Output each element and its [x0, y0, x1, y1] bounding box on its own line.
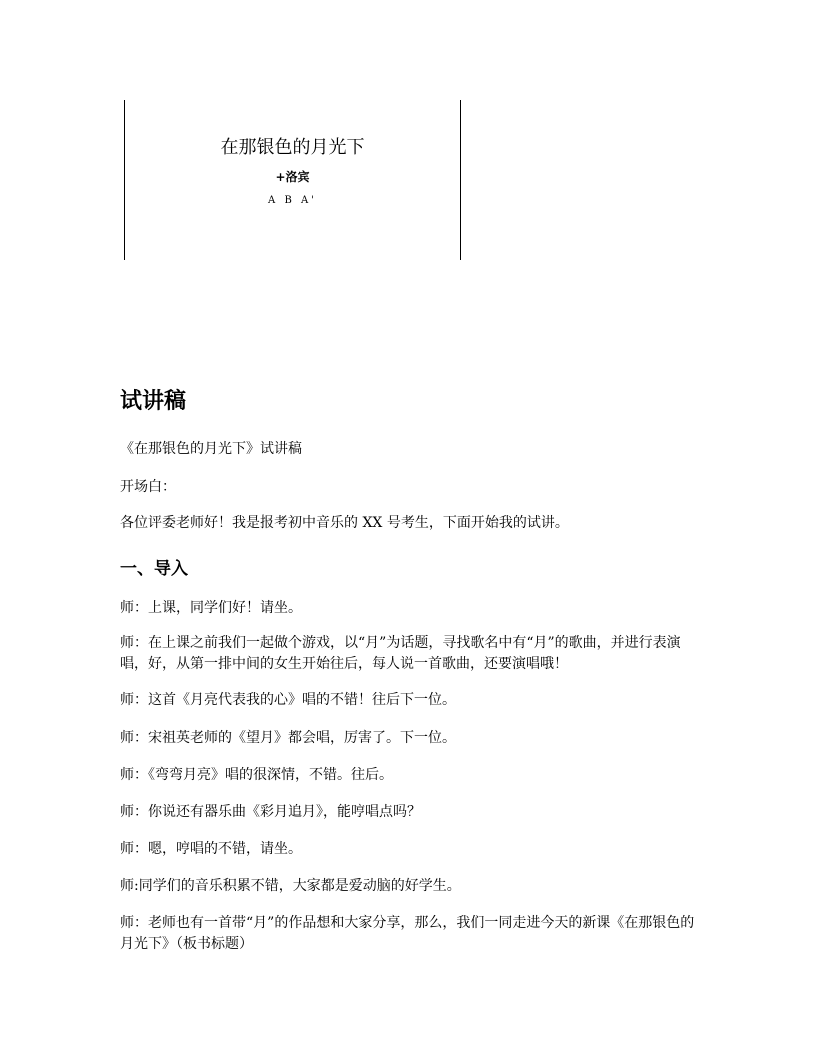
- section-heading-intro: 一、导入: [120, 559, 188, 579]
- paragraph: 师：你说还有器乐曲《彩月追月》，能哼唱点吗？: [120, 804, 421, 820]
- board-title: 在那银色的月光下: [220, 137, 365, 158]
- paragraph: 师：宋祖英老师的《望月》都会唱，厉害了。下一位。: [120, 730, 456, 746]
- document-heading: 试讲稿: [120, 388, 187, 414]
- paragraph: 师:同学们的音乐积累不错，大家都是爱动脑的好学生。: [120, 878, 461, 894]
- paragraph: 师：上课，同学们好！请坐。: [120, 600, 302, 616]
- paragraph: 师：《弯弯月亮》唱的很深情，不错。往后。: [120, 767, 393, 783]
- blackboard-image: [124, 100, 461, 260]
- paragraph: 师：这首《月亮代表我的心》唱的不错！往后下一位。: [120, 692, 456, 708]
- board-form: A B A': [268, 195, 317, 206]
- opening-text: 各位评委老师好！我是报考初中音乐的 XX 号考生，下面开始我的试讲。: [120, 515, 569, 531]
- paragraph: 师：嗯，哼唱的不错，请坐。: [120, 841, 302, 857]
- opening-label: 开场白：: [120, 479, 176, 495]
- paragraph: 师：在上课之前我们一起做个游戏，以“月”为话题，寻找歌名中有“月”的歌曲，并进行表演唱，好，从第一排中间的女生开始往后，每人说一首歌曲，还要演唱哦！: [120, 635, 681, 672]
- paragraph: 师：老师也有一首带“月”的作品想和大家分享，那么，我们一同走进今天的新课《在那银色的月光下》（板书标题）: [120, 915, 695, 952]
- subtitle-line: 《在那银色的月光下》试讲稿: [120, 441, 302, 457]
- board-subtitle: +洛宾: [275, 170, 310, 184]
